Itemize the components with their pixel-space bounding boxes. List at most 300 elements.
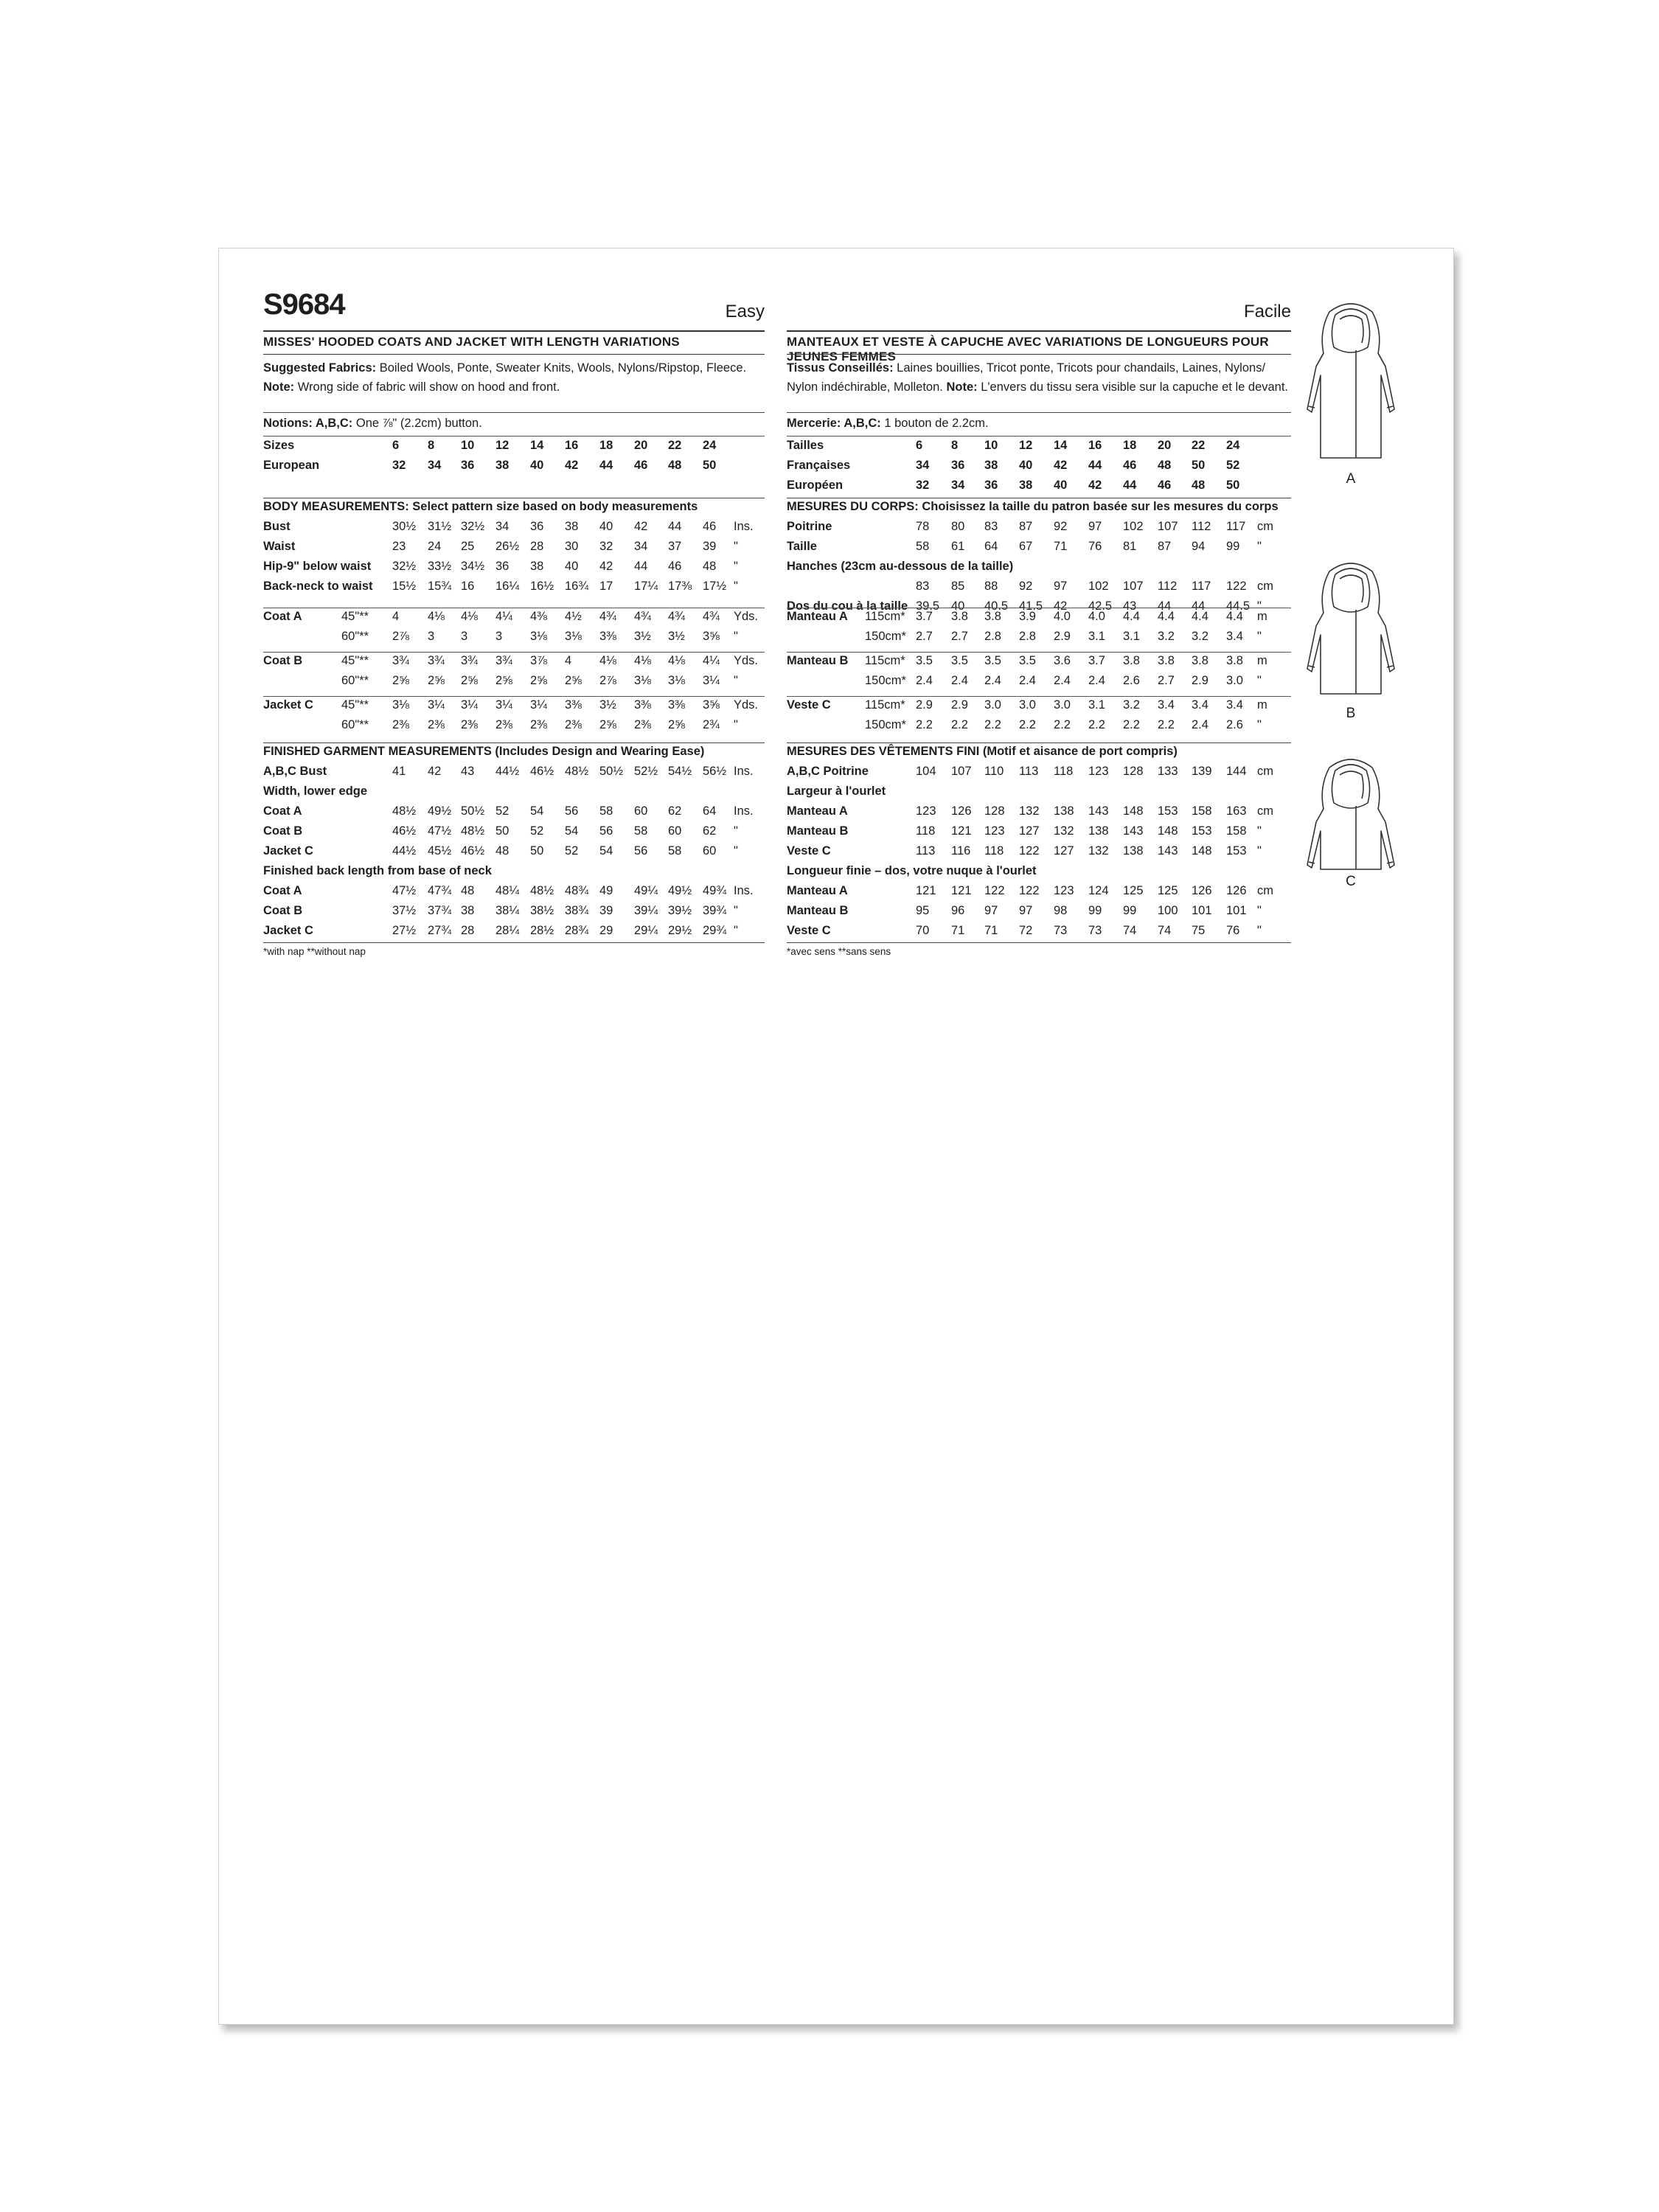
table-cell: 41	[392, 765, 406, 778]
row-label: Waist	[263, 540, 296, 553]
pattern-title: MISSES' HOODED COATS AND JACKET WITH LENGTH VARIATIONS	[263, 330, 765, 349]
row-label: A,B,C Poitrine	[787, 765, 869, 778]
row-label: Tailles	[787, 439, 824, 452]
row-label: Poitrine	[787, 520, 832, 533]
unit-label: "	[734, 630, 738, 643]
table-cell: 121	[951, 824, 972, 838]
table-cell: 40	[599, 520, 613, 533]
table-cell: 4⅛	[668, 654, 685, 667]
table-cell: 60	[668, 824, 682, 838]
divider	[787, 412, 1291, 413]
table-cell: 56	[634, 844, 648, 858]
hips-heading: Hanches (23cm au-dessous de la taille)	[787, 560, 1014, 573]
length-row	[787, 904, 1291, 924]
table-cell: 38	[1019, 479, 1033, 492]
table-cell: 16	[1088, 439, 1102, 452]
unit-label: m	[1257, 654, 1267, 667]
table-cell: 34	[634, 540, 648, 553]
table-cell: 3¼	[461, 698, 478, 712]
table-cell: 48	[1158, 459, 1172, 472]
table-cell: 2.6	[1123, 674, 1140, 687]
divider	[263, 436, 765, 437]
unit-label: "	[1257, 824, 1262, 838]
table-cell: 2⅝	[495, 674, 512, 687]
length-row	[787, 884, 1291, 904]
unit-label: "	[1257, 718, 1262, 731]
yardage-row	[263, 654, 765, 674]
table-cell: 22	[1192, 439, 1206, 452]
table-cell: 138	[1123, 844, 1144, 858]
table-cell: 97	[1019, 904, 1033, 917]
table-cell: 116	[951, 844, 971, 858]
table-cell: 3⅛	[392, 698, 409, 712]
table-cell: 54	[530, 804, 544, 818]
table-cell: 28	[461, 924, 475, 937]
table-cell: 49	[599, 884, 613, 897]
table-cell: 127	[1019, 824, 1040, 838]
fabric-suggestions-fr	[787, 354, 1291, 397]
table-cell: 121	[951, 884, 972, 897]
table-cell: 58	[916, 540, 930, 553]
table-cell: 101	[1226, 904, 1247, 917]
table-cell: 2⅞	[392, 630, 409, 643]
table-cell: 85	[951, 580, 965, 593]
table-cell: 3⅛	[634, 674, 651, 687]
body-measurement-row	[787, 540, 1291, 560]
table-cell: 3.6	[1054, 654, 1071, 667]
table-cell: 17¼	[634, 580, 658, 593]
table-cell: 158	[1192, 804, 1212, 818]
table-cell: 148	[1158, 824, 1178, 838]
table-cell: 98	[1054, 904, 1068, 917]
table-cell: 123	[916, 804, 936, 818]
divider	[787, 942, 1291, 943]
table-cell: 118	[916, 824, 936, 838]
hips-row	[787, 580, 1291, 599]
fabric-width: 45"**	[341, 610, 369, 623]
table-cell: 3.2	[1123, 698, 1140, 712]
table-cell: 3.8	[984, 610, 1001, 623]
notions-label-fr: Mercerie: A,B,C:	[787, 417, 881, 430]
table-cell: 58	[599, 804, 613, 818]
row-label: Manteau B	[787, 654, 849, 667]
pattern-title-fr: MANTEAUX ET VESTE À CAPUCHE AVEC VARIATIONS DE LONGUEURS POUR JEUNES FEMMES	[787, 330, 1291, 364]
table-cell: 95	[916, 904, 930, 917]
table-cell: 3½	[599, 698, 616, 712]
divider	[787, 742, 1291, 743]
table-cell: 3.0	[1019, 698, 1036, 712]
notions-text: One ⅞" (2.2cm) button.	[352, 417, 482, 430]
table-cell: 3¾	[392, 654, 409, 667]
table-cell: 125	[1123, 884, 1144, 897]
table-cell: 104	[916, 765, 936, 778]
fabric-width: 60"**	[341, 630, 369, 643]
table-cell: 48½	[392, 804, 417, 818]
table-cell: 4¾	[634, 610, 651, 623]
unit-label: m	[1257, 698, 1267, 712]
table-cell: 36	[461, 459, 475, 472]
unit-label: "	[1257, 540, 1262, 553]
table-cell: 117	[1192, 580, 1211, 593]
table-cell: 3⅝	[703, 698, 720, 712]
table-cell: 60	[703, 844, 717, 858]
table-cell: 52½	[634, 765, 658, 778]
row-label: Coat A	[263, 610, 302, 623]
table-cell: 78	[916, 520, 930, 533]
table-cell: 81	[1123, 540, 1137, 553]
body-measurements-heading-fr	[787, 500, 1291, 514]
size-row	[787, 459, 1291, 479]
table-cell: 46½	[530, 765, 554, 778]
table-cell: 50	[1192, 459, 1206, 472]
table-cell: 3.7	[1088, 654, 1105, 667]
fabrics-text: Boiled Wools, Ponte, Sweater Knits, Wools, Nylons/Ripstop, Fleece.	[376, 361, 747, 375]
row-label: Jacket C	[263, 698, 313, 712]
width-row	[263, 804, 765, 824]
table-cell: 60	[634, 804, 648, 818]
table-cell: 4⅛	[599, 654, 616, 667]
length-row	[787, 924, 1291, 944]
table-cell: 36	[530, 520, 544, 533]
table-cell: 42.5	[1088, 599, 1113, 613]
finished-measurements-heading-fr: MESURES DES VÊTEMENTS FINI (Motif et aisance de port compris)	[787, 745, 1178, 758]
table-cell: 48	[703, 560, 717, 573]
table-cell: 2⅝	[428, 674, 445, 687]
table-cell: 2.9	[951, 698, 968, 712]
table-cell: 44	[1088, 459, 1102, 472]
divider	[263, 742, 765, 743]
table-cell: 2.8	[984, 630, 1001, 643]
table-cell: 101	[1192, 904, 1212, 917]
table-cell: 30½	[392, 520, 417, 533]
table-cell: 52	[1226, 459, 1240, 472]
table-cell: 30	[565, 540, 579, 553]
table-cell: 16¾	[565, 580, 589, 593]
table-cell: 80	[951, 520, 965, 533]
table-cell: 83	[916, 580, 930, 593]
table-cell: 3½	[634, 630, 651, 643]
table-cell: 28½	[530, 924, 554, 937]
table-cell: 92	[1054, 520, 1068, 533]
table-cell: 49¾	[703, 884, 727, 897]
table-cell: 132	[1054, 824, 1074, 838]
table-cell: 158	[1226, 824, 1247, 838]
table-cell: 127	[1054, 844, 1074, 858]
table-cell: 43	[461, 765, 475, 778]
size-row	[787, 479, 1291, 498]
table-cell: 42	[1054, 599, 1068, 613]
table-cell: 3.0	[984, 698, 1001, 712]
row-label: Veste C	[787, 844, 831, 858]
table-cell: 44	[599, 459, 613, 472]
table-cell: 46	[1123, 459, 1137, 472]
table-cell: 46½	[461, 844, 485, 858]
table-cell: 44½	[392, 844, 417, 858]
fabric-suggestions	[263, 354, 765, 397]
divider	[787, 436, 1291, 437]
table-cell: 126	[951, 804, 972, 818]
divider	[263, 652, 765, 653]
table-cell: 29¾	[703, 924, 727, 937]
table-cell: 3¾	[495, 654, 512, 667]
row-label: Coat B	[263, 824, 303, 838]
row-label: Coat A	[263, 884, 302, 897]
fabric-width: 115cm*	[865, 610, 905, 623]
table-cell: 42	[565, 459, 579, 472]
table-cell: 133	[1158, 765, 1178, 778]
finished-bust-row	[263, 765, 765, 785]
table-cell: 2.4	[916, 674, 933, 687]
body-measurements-heading	[263, 500, 765, 514]
table-cell: 37	[668, 540, 682, 553]
table-cell: 58	[634, 824, 648, 838]
hooded-jacket-icon	[1295, 754, 1406, 880]
table-cell: 2.7	[916, 630, 933, 643]
table-cell: 76	[1226, 924, 1240, 937]
table-cell: 163	[1226, 804, 1247, 818]
table-cell: 16	[461, 580, 475, 593]
table-cell: 4.4	[1226, 610, 1243, 623]
table-cell: 122	[1226, 580, 1247, 593]
table-cell: 3⅛	[565, 630, 582, 643]
unit-label: cm	[1257, 765, 1273, 778]
table-cell: 3¾	[428, 654, 445, 667]
table-cell: 4⅛	[461, 610, 478, 623]
table-cell: 126	[1192, 884, 1212, 897]
table-cell: 4¾	[668, 610, 685, 623]
table-cell: 132	[1088, 844, 1109, 858]
table-cell: 48½	[565, 765, 589, 778]
divider	[787, 652, 1291, 653]
width-row	[787, 844, 1291, 864]
table-cell: 3.0	[1226, 674, 1243, 687]
table-cell: 3.4	[1226, 630, 1243, 643]
table-cell: 3½	[668, 630, 685, 643]
table-cell: 56½	[703, 765, 727, 778]
yardage-row	[263, 610, 765, 630]
table-cell: 29	[599, 924, 613, 937]
table-cell: 34	[428, 459, 442, 472]
table-cell: 153	[1158, 804, 1178, 818]
unit-label: "	[734, 844, 738, 858]
table-cell: 2⅞	[599, 674, 616, 687]
table-cell: 99	[1123, 904, 1137, 917]
table-cell: 72	[1019, 924, 1033, 937]
note-text: Wrong side of fabric will show on hood and front.	[294, 380, 560, 394]
table-cell: 34½	[461, 560, 485, 573]
table-cell: 56	[599, 824, 613, 838]
unit-label: "	[734, 540, 738, 553]
body-heading-label-fr: MESURES DU CORPS:	[787, 500, 919, 513]
table-cell: 29½	[668, 924, 692, 937]
table-cell: 2⅜	[565, 718, 582, 731]
table-cell: 3.1	[1123, 630, 1140, 643]
table-cell: 71	[1054, 540, 1068, 553]
unit-label: "	[734, 904, 738, 917]
row-label: European	[263, 459, 320, 472]
fabrics-label-fr: Tissus Conseillés:	[787, 361, 894, 375]
table-cell: 2.4	[1192, 718, 1208, 731]
table-cell: 118	[984, 844, 1004, 858]
table-cell: 32	[599, 540, 613, 553]
table-cell: 3.4	[1158, 698, 1175, 712]
table-cell: 15¾	[428, 580, 452, 593]
table-cell: 138	[1054, 804, 1074, 818]
table-cell: 17	[599, 580, 613, 593]
table-cell: 3.4	[1192, 698, 1208, 712]
table-cell: 121	[916, 884, 936, 897]
table-cell: 87	[1019, 520, 1033, 533]
table-cell: 4	[565, 654, 572, 667]
table-cell: 36	[495, 560, 509, 573]
table-cell: 28	[530, 540, 544, 553]
table-cell: 2.2	[1019, 718, 1036, 731]
width-row	[263, 844, 765, 864]
table-cell: 46	[1158, 479, 1172, 492]
table-cell: 97	[984, 904, 998, 917]
body-heading-text-fr: Choisissez la taille du patron basée sur les mesures du corps	[918, 500, 1279, 513]
unit-label: Ins.	[734, 765, 754, 778]
table-cell: 4.0	[1054, 610, 1071, 623]
table-cell: 139	[1192, 765, 1212, 778]
table-cell: 123	[984, 824, 1005, 838]
table-cell: 42	[428, 765, 442, 778]
body-heading-label: BODY MEASUREMENTS:	[263, 500, 409, 513]
table-cell: 2⅝	[392, 674, 409, 687]
note-text-fr: L'envers du tissu sera visible sur la capuche et le devant.	[977, 380, 1289, 394]
table-cell: 122	[1019, 844, 1040, 858]
unit-label: Yds.	[734, 610, 759, 623]
table-cell: 32½	[392, 560, 417, 573]
table-cell: 148	[1192, 844, 1212, 858]
table-cell: 2.7	[1158, 674, 1175, 687]
table-cell: 2⅜	[392, 718, 409, 731]
table-cell: 3⅛	[530, 630, 547, 643]
table-cell: 12	[1019, 439, 1033, 452]
unit-label: "	[1257, 630, 1262, 643]
table-cell: 28¾	[565, 924, 589, 937]
table-cell: 3.8	[951, 610, 968, 623]
table-cell: 107	[951, 765, 972, 778]
table-cell: 39¾	[703, 904, 727, 917]
table-cell: 67	[1019, 540, 1033, 553]
table-cell: 113	[1019, 765, 1039, 778]
width-heading: Width, lower edge	[263, 785, 368, 798]
table-cell: 83	[984, 520, 998, 533]
notions-row-fr	[787, 417, 1291, 437]
row-label: Manteau B	[787, 904, 849, 917]
row-label: Sizes	[263, 439, 295, 452]
fabric-width: 115cm*	[865, 698, 905, 712]
table-cell: 3⅝	[703, 630, 720, 643]
table-cell: 3.8	[1123, 654, 1140, 667]
divider	[787, 696, 1291, 697]
table-cell: 16½	[530, 580, 554, 593]
body-measurement-row	[263, 560, 765, 580]
table-cell: 42	[599, 560, 613, 573]
table-cell: 42	[634, 520, 648, 533]
yardage-row	[787, 630, 1291, 650]
table-cell: 34	[916, 459, 930, 472]
table-cell: 64	[703, 804, 717, 818]
finished-bust-row	[787, 765, 1291, 785]
pattern-envelope-back	[218, 248, 1454, 2025]
table-cell: 20	[1158, 439, 1172, 452]
table-cell: 2⅜	[530, 718, 547, 731]
table-cell: 2.9	[1054, 630, 1071, 643]
table-cell: 48½	[461, 824, 485, 838]
table-cell: 2.2	[916, 718, 933, 731]
table-cell: 54	[599, 844, 613, 858]
table-cell: 48	[495, 844, 509, 858]
unit-label: cm	[1257, 884, 1273, 897]
table-cell: 24	[428, 540, 442, 553]
table-cell: 48¾	[565, 884, 589, 897]
table-cell: 3	[461, 630, 468, 643]
table-cell: 32	[392, 459, 406, 472]
table-cell: 2⅜	[634, 718, 651, 731]
table-cell: 46½	[392, 824, 417, 838]
table-cell: 33½	[428, 560, 452, 573]
table-cell: 49¼	[634, 884, 658, 897]
table-cell: 10	[984, 439, 998, 452]
table-cell: 52	[565, 844, 579, 858]
table-cell: 3.5	[951, 654, 968, 667]
table-cell: 44	[634, 560, 648, 573]
table-cell: 3.2	[1192, 630, 1208, 643]
table-cell: 43	[1123, 599, 1137, 613]
size-row	[263, 459, 765, 479]
table-cell: 4¾	[599, 610, 616, 623]
table-cell: 47½	[392, 884, 417, 897]
unit-label: Yds.	[734, 654, 759, 667]
table-cell: 122	[1019, 884, 1040, 897]
table-cell: 2.2	[1158, 718, 1175, 731]
yardage-row	[787, 654, 1291, 674]
table-cell: 41.5	[1019, 599, 1043, 613]
table-cell: 2⅝	[599, 718, 616, 731]
table-cell: 61	[951, 540, 965, 553]
table-cell: 3	[495, 630, 503, 643]
unit-label: "	[734, 924, 738, 937]
table-cell: 4.0	[1088, 610, 1105, 623]
table-cell: 4⅜	[530, 610, 547, 623]
note-label: Note:	[263, 380, 295, 394]
table-cell: 52	[530, 824, 544, 838]
table-cell: 132	[1019, 804, 1040, 818]
yardage-row	[263, 718, 765, 738]
row-label: Bust	[263, 520, 291, 533]
fabrics-text-fr: Laines bouillies, Tricot ponte, Tricots pour chandails, Laines, Nylons/ Nylon indéchirable, Molleton.	[787, 361, 1266, 394]
row-label: Jacket C	[263, 844, 313, 858]
table-cell: 38	[461, 904, 475, 917]
table-cell: 44	[1158, 599, 1172, 613]
body-measurement-row	[787, 520, 1291, 540]
row-label: Veste C	[787, 924, 831, 937]
table-cell: 3⅛	[668, 674, 685, 687]
table-cell: 29¼	[634, 924, 658, 937]
row-label: Manteau B	[787, 824, 849, 838]
difficulty-level-fr: Facile	[1243, 302, 1291, 321]
view-label: A	[1346, 471, 1356, 487]
unit-label: "	[734, 824, 738, 838]
table-cell: 3	[428, 630, 435, 643]
table-cell: 6	[392, 439, 400, 452]
table-cell: 153	[1192, 824, 1212, 838]
table-cell: 2.9	[916, 698, 933, 712]
notions-row	[263, 417, 765, 437]
unit-label: "	[734, 580, 738, 593]
